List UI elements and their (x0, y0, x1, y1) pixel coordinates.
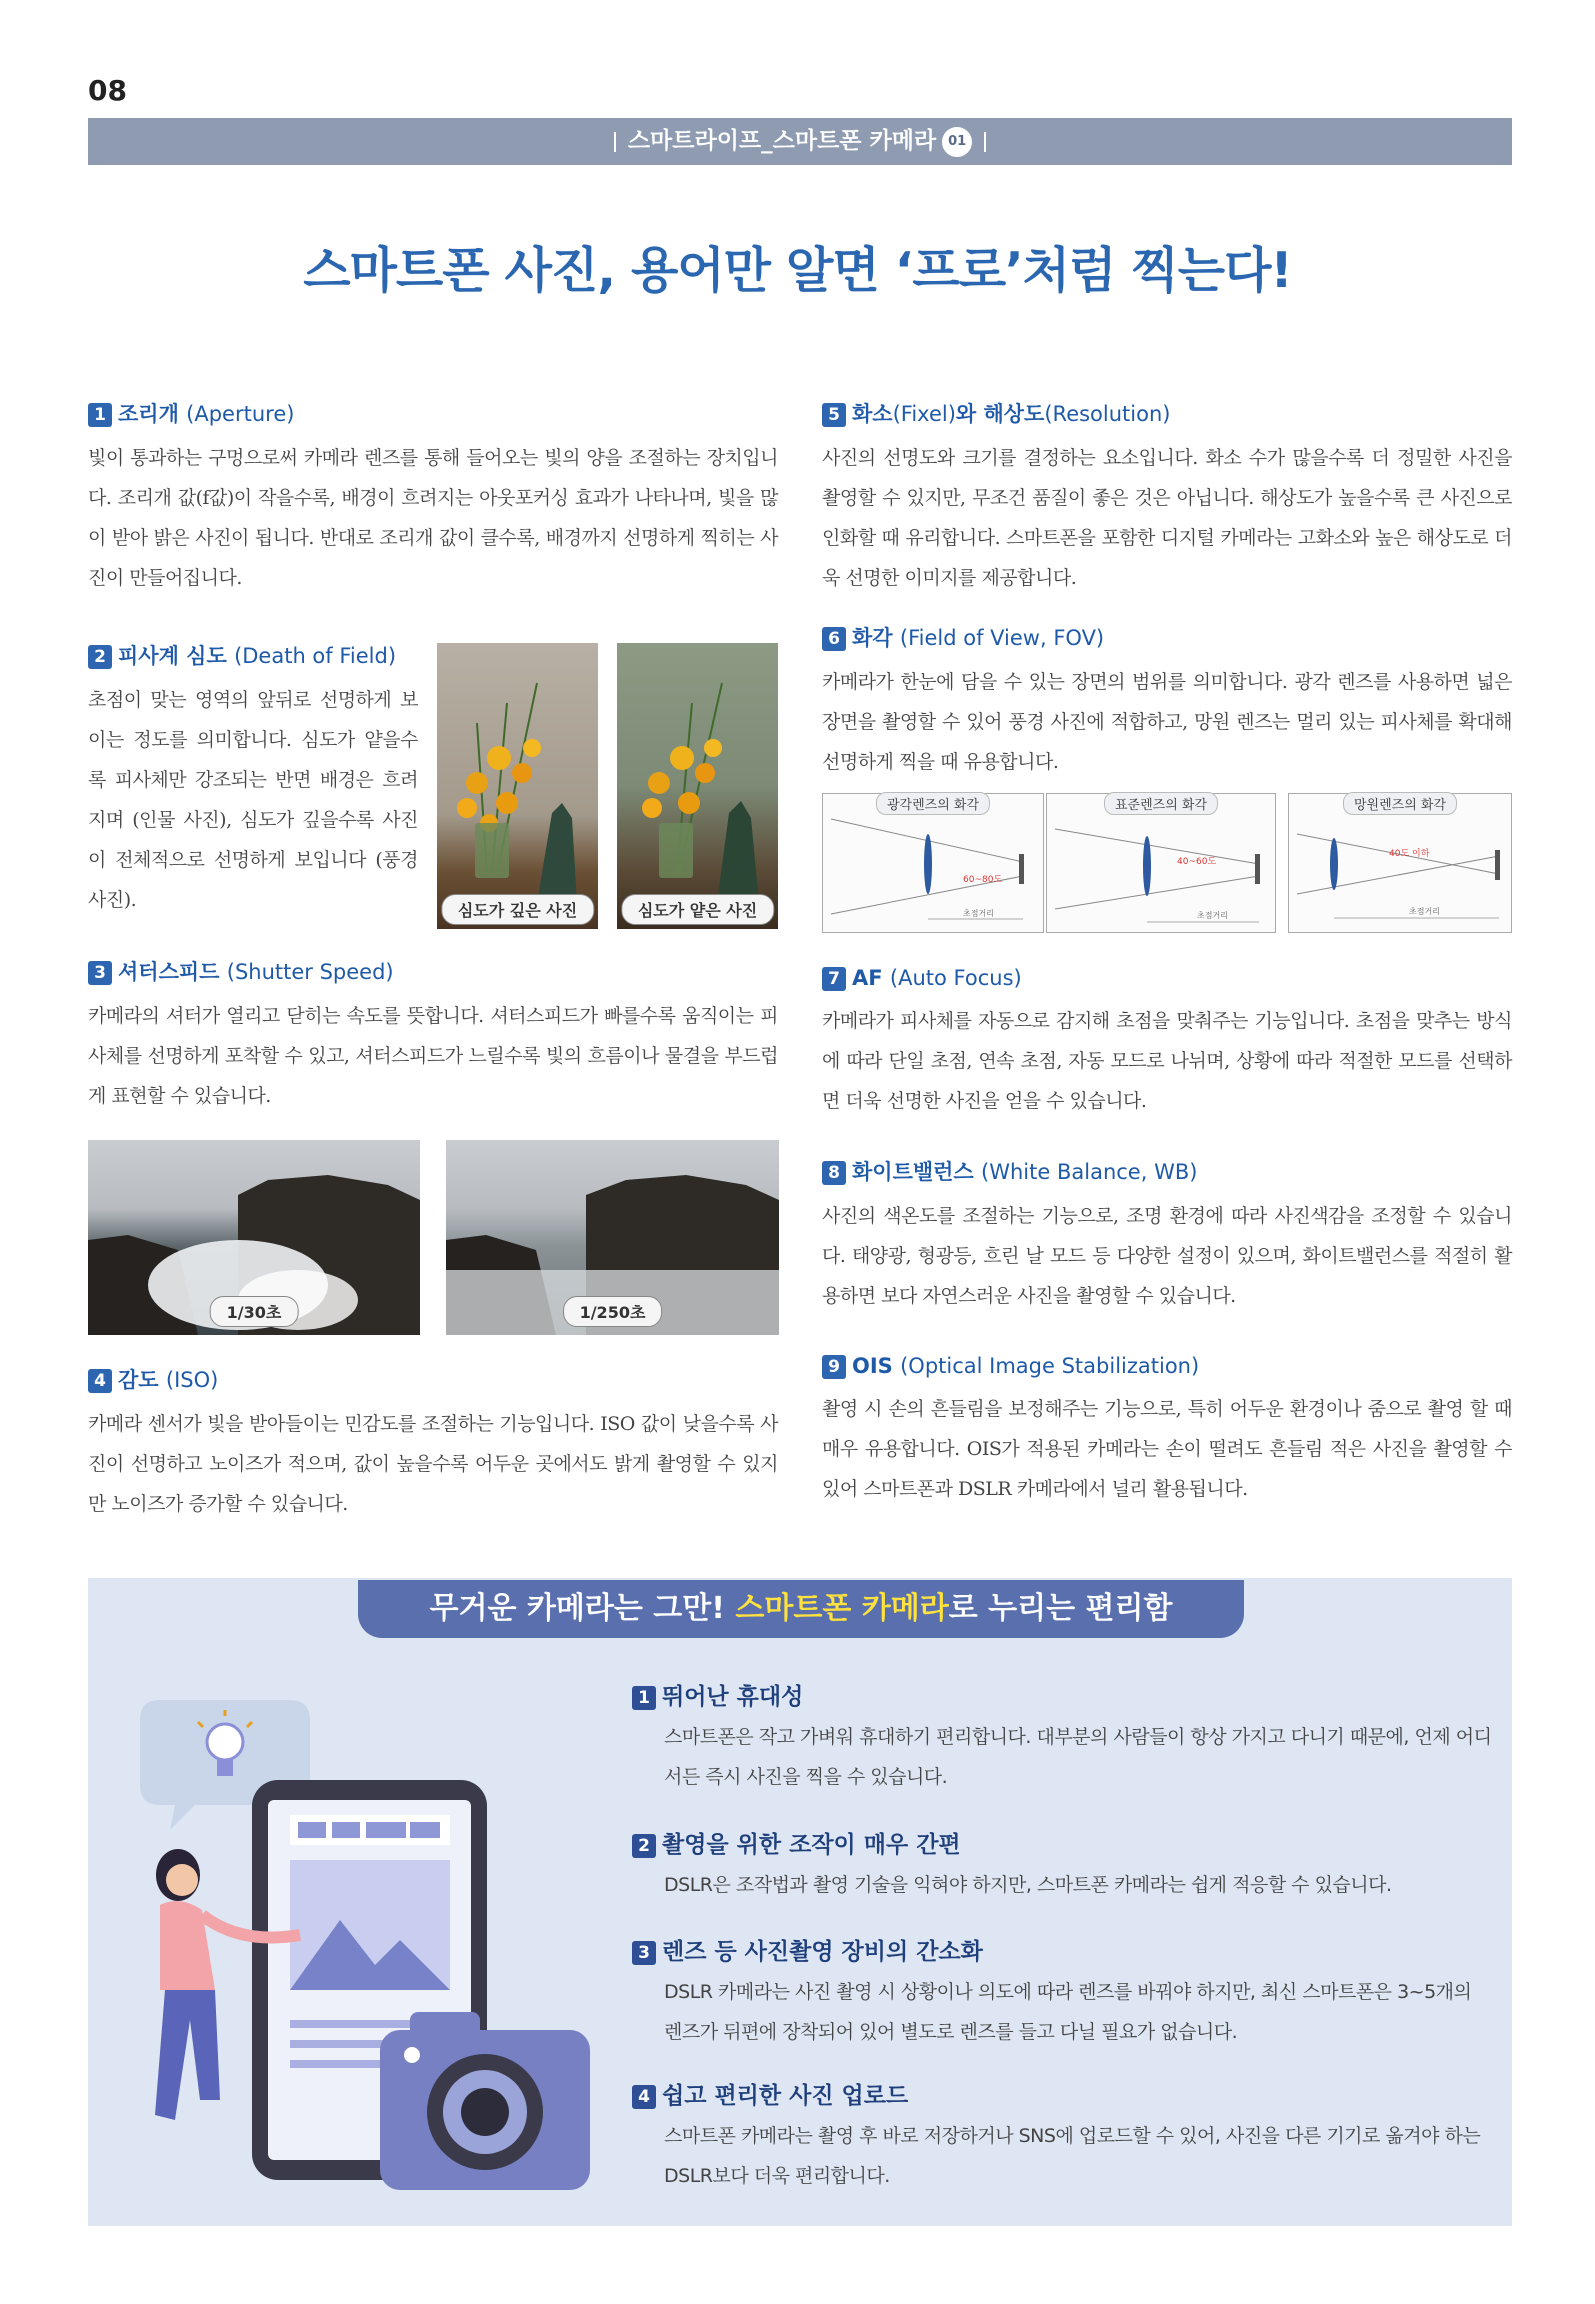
section-title-en: (Aperture) (186, 402, 295, 426)
section-wb (822, 1156, 1512, 1316)
section-body: 카메라의 셔터가 열리고 닫히는 속도를 뜻합니다. 셔터스피드가 빠를수록 움직이는 피사체를 선명하게 포착할 수 있고, 셔터스피드가 느릴수록 빛의 흐름이나 물결을 부드럽게 표현할 수 있습니다. (88, 1005, 778, 1107)
section-title: 셔터스피드 (118, 960, 220, 984)
section-number: 3 (88, 961, 112, 985)
section-title: 피사계 심도 (118, 644, 227, 668)
section-body: 초점이 맞는 영역의 앞뒤로 선명하게 보이는 정도를 의미합니다. 심도가 얕을수록 피사체만 강조되는 반면 배경은 흐려지며 (인물 사진), 심도가 깊을수록 사진이 전체적으로 선명하게 보입니다 (풍경 사진). (88, 689, 418, 911)
section-body: 카메라가 한눈에 담을 수 있는 장면의 범위를 의미합니다. 광각 렌즈를 사용하면 넓은 장면을 촬영할 수 있어 풍경 사진에 적합하고, 망원 렌즈는 멀리 있는 피사체를 확대해 선명하게 찍을 때 유용합니다. (822, 671, 1512, 773)
section-body: 사진의 선명도와 크기를 결정하는 요소입니다. 화소 수가 많을수록 더 정밀한 사진을 촬영할 수 있지만, 무조건 품질이 좋은 것은 아닙니다. 해상도가 높을수록 큰 사진으로 인화할 때 유리합니다. 스마트폰을 포함한 디지털 카메라는 고화소와 높은 해상도로 더욱 선명한 이미지를 제공합니다. (822, 447, 1512, 589)
section-iso (88, 1364, 778, 1524)
diagram-label: 광각렌즈의 화각 (876, 792, 990, 815)
section-body: 사진의 색온도를 조절하는 기능으로, 조명 환경에 따라 사진색감을 조정할 수 있습니다. 태양광, 형광등, 흐린 날 모드 등 다양한 설정이 있으며, 화이트밸런스를 적절히 활용하면 보다 자연스러운 사진을 촬영할 수 있습니다. (822, 1205, 1512, 1307)
diagram-label: 망원렌즈의 화각 (1343, 792, 1457, 815)
section-fov (822, 622, 1512, 782)
benefit-body: DSLR은 조작법과 촬영 기술을 익혀야 하지만, 스마트폰 카메라는 쉽게 적응할 수 있습니다. (664, 1874, 1392, 1896)
benefit-number: 1 (632, 1686, 656, 1710)
benefit-title: 촬영을 위한 조작이 매우 간편 (662, 1832, 961, 1858)
banner-badge: 01 (942, 127, 972, 157)
fov-diagram-wide (822, 793, 1044, 933)
header-banner (88, 118, 1512, 165)
section-title: 화소 (852, 402, 893, 426)
benefit-item-2 (632, 1826, 1492, 1905)
section-number: 5 (822, 403, 846, 427)
section-title: AF (852, 966, 883, 990)
section-body: 촬영 시 손의 흔들림을 보정해주는 기능으로, 특히 어두운 환경이나 줌으로 촬영 할 때 매우 유용합니다. OIS가 적용된 카메라는 손이 떨려도 흔들림 적은 사진을 촬영할 수 있어 스마트폰과 DSLR 카메라에서 널리 활용됩니다. (822, 1398, 1512, 1500)
photo-caption: 심도가 깊은 사진 (441, 894, 594, 925)
benefit-body: 스마트폰 카메라는 촬영 후 바로 저장하거나 SNS에 업로드할 수 있어, 사진을 다른 기기로 옮겨야 하는 DSLR보다 더욱 편리합니다. (664, 2125, 1481, 2187)
benefit-item-3 (632, 1933, 1492, 2052)
benefit-body: 스마트폰은 작고 가벼워 휴대하기 편리합니다. 대부분의 사람들이 항상 가지고 다니기 때문에, 언제 어디서든 즉시 사진을 찍을 수 있습니다. (664, 1726, 1492, 1788)
section-title-en: (Optical Image Stabilization) (900, 1354, 1200, 1378)
benefits-title-highlight: 스마트폰 카메라 (735, 1591, 949, 1626)
benefit-title: 뛰어난 휴대성 (662, 1684, 804, 1710)
benefit-number: 2 (632, 1834, 656, 1858)
section-number: 8 (822, 1161, 846, 1185)
diagram-label: 표준렌즈의 화각 (1104, 792, 1218, 815)
section-title-en: (Death of Field) (234, 644, 397, 668)
section-title: OIS (852, 1354, 893, 1378)
section-title: 조리개 (118, 402, 179, 426)
photo-caption: 심도가 얕은 사진 (621, 894, 774, 925)
section-number: 7 (822, 967, 846, 991)
section-number: 2 (88, 645, 112, 669)
section-dof (88, 640, 418, 920)
section-title-en: (Fixel) (892, 402, 956, 426)
angle-text: 40도 이하 (1389, 849, 1430, 859)
telephoto-angle-diagram (1289, 794, 1513, 934)
benefits-title (358, 1580, 1244, 1638)
section-title: 감도 (118, 1368, 159, 1392)
focal-text: 초점거리 (1409, 907, 1440, 916)
flower-vase-image (617, 643, 778, 929)
wide-angle-diagram (823, 794, 1045, 934)
section-number: 6 (822, 627, 846, 651)
page-title: 스마트폰 사진, 용어만 알면 ‘프로’처럼 찍는다! (303, 242, 1292, 299)
page-number: 08 (88, 74, 127, 107)
section-shutter (88, 956, 778, 1116)
section-number: 4 (88, 1369, 112, 1393)
fov-diagram-standard (1046, 793, 1276, 933)
fov-diagram-telephoto (1288, 793, 1512, 933)
shutter-photo-fast (446, 1140, 779, 1335)
banner-title: 스마트라이프_스마트폰 카메라 (627, 128, 937, 154)
section-title-2: 와 해상도 (955, 402, 1045, 426)
section-title: 화이트밸런스 (852, 1160, 974, 1184)
section-body: 빛이 통과하는 구멍으로써 카메라 렌즈를 통해 들어오는 빛의 양을 조절하는 장치입니다. 조리개 값(f값)이 작을수록, 배경이 흐려지는 아웃포커싱 효과가 나타나며, 빛을 많이 받아 밝은 사진이 됩니다. 반대로 조리개 값이 클수록, 배경까지 선명하게 찍히는 사진이 만들어집니다. (88, 447, 778, 589)
focal-text: 초점거리 (963, 909, 994, 918)
angle-text: 60~80도 (963, 875, 1003, 885)
section-title-en: (Shutter Speed) (226, 960, 394, 984)
flower-vase-image (437, 643, 598, 929)
section-body: 카메라가 피사체를 자동으로 감지해 초점을 맞춰주는 기능입니다. 초점을 맞추는 방식에 따라 단일 초점, 연속 초점, 자동 모드로 나뉘며, 상황에 따라 적절한 모드를 선택하면 더욱 선명한 사진을 얻을 수 있습니다. (822, 1010, 1512, 1112)
photo-caption: 1/250초 (563, 1296, 663, 1327)
section-title-en: (White Balance, WB) (981, 1160, 1198, 1184)
divider (984, 132, 986, 152)
dof-photo-deep (437, 643, 598, 929)
camera-icon (380, 2012, 590, 2190)
section-af (822, 966, 1512, 1121)
section-title: 화각 (852, 626, 893, 650)
focal-text: 초점거리 (1197, 911, 1228, 920)
section-title-en: (ISO) (165, 1368, 219, 1392)
benefit-title: 쉽고 편리한 사진 업로드 (662, 2083, 909, 2109)
benefit-item-4 (632, 2077, 1492, 2196)
standard-angle-diagram (1047, 794, 1277, 934)
section-title-en: (Field of View, FOV) (899, 626, 1105, 650)
benefit-item-1 (632, 1678, 1492, 1797)
section-number: 9 (822, 1355, 846, 1379)
section-body: 카메라 센서가 빛을 받아들이는 민감도를 조절하는 기능입니다. ISO 값이 낮을수록 사진이 선명하고 노이즈가 적으며, 값이 높을수록 어두운 곳에서도 밝게 촬영할 수 있지만 노이즈가 증가할 수 있습니다. (88, 1413, 778, 1515)
section-ois (822, 1354, 1512, 1509)
angle-text: 40~60도 (1177, 857, 1217, 867)
shutter-photo-slow (88, 1140, 420, 1335)
section-number: 1 (88, 403, 112, 427)
divider (614, 132, 616, 152)
photo-caption: 1/30초 (210, 1296, 299, 1327)
benefit-number: 4 (632, 2085, 656, 2109)
smartphone-camera-illustration (120, 1700, 600, 2200)
benefit-number: 3 (632, 1941, 656, 1965)
benefit-body: DSLR 카메라는 사진 촬영 시 상황이나 의도에 따라 렌즈를 바꿔야 하지만, 최신 스마트폰은 3~5개의 렌즈가 뒤편에 장착되어 있어 별도로 렌즈를 들고 다닐 필요가 없습니다. (664, 1981, 1472, 2043)
dof-photo-shallow (617, 643, 778, 929)
benefit-title: 렌즈 등 사진촬영 장비의 간소화 (662, 1939, 983, 1965)
section-title-en-2: (Resolution) (1044, 402, 1171, 426)
section-aperture (88, 398, 778, 598)
section-title-en: (Auto Focus) (889, 966, 1022, 990)
benefits-title-b: 로 누리는 편리함 (948, 1591, 1173, 1626)
benefits-title-a: 무거운 카메라는 그만! (429, 1591, 736, 1626)
section-resolution (822, 398, 1512, 598)
